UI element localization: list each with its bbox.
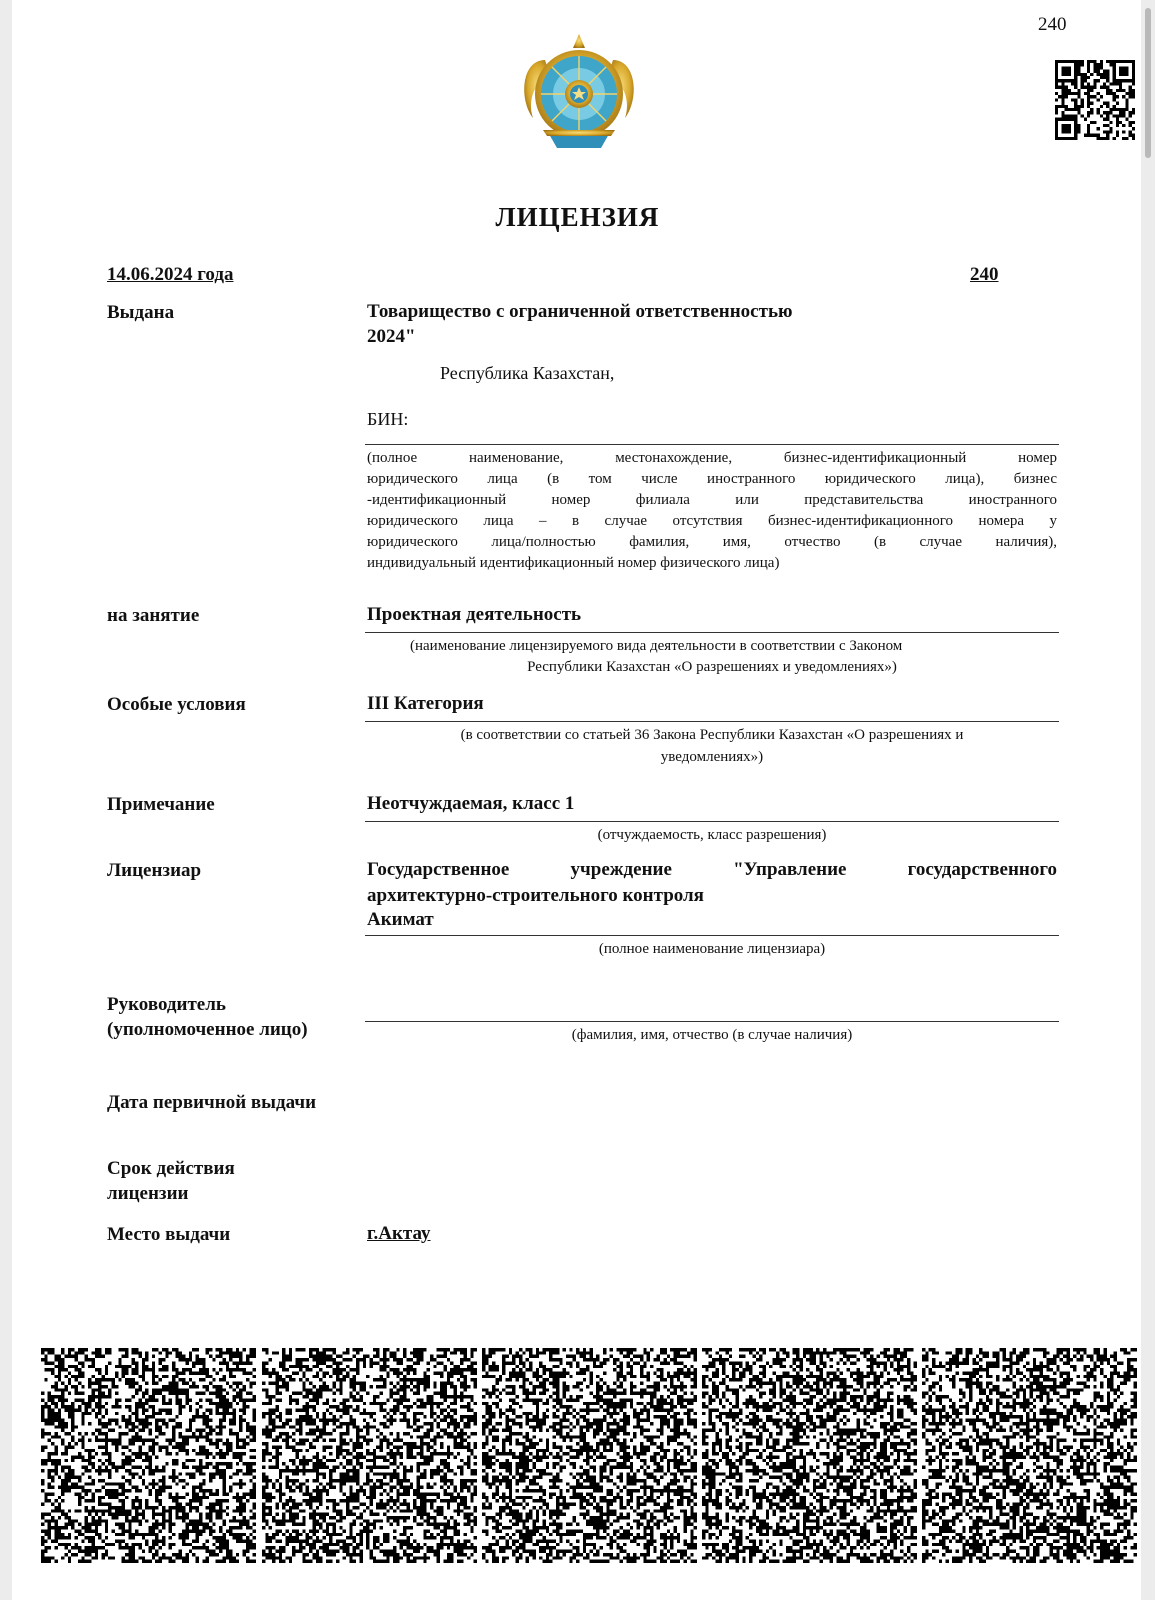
head-label-line-2: (уполномоченное лицо) (107, 1019, 308, 1040)
issued-to-note-line: (полное наименование, местонахождение, бизнес-идентификационный номер (367, 450, 1057, 466)
remark-value: Неотчуждаемая, класс 1 (367, 793, 575, 814)
qr-code-icon (702, 1348, 917, 1563)
issued-to-note-line: юридического лица/полностью фамилия, имя, отчество (в случае наличия), (367, 534, 1057, 550)
issued-to-note-line: индивидуальный идентификационный номер физического лица) (367, 555, 780, 571)
remark-note: (отчуждаемость, класс разрешения) (597, 827, 827, 843)
head-underline (365, 1021, 1059, 1022)
validity-label-line-2: лицензии (107, 1183, 189, 1204)
issued-to-label: Выдана (107, 302, 175, 323)
remark-underline (365, 821, 1059, 822)
qr-code-icon (41, 1348, 256, 1563)
issued-to-line-1: Товарищество с ограниченной ответственностью (367, 301, 793, 322)
issued-to-note-line: -идентификационный номер филиала или представительства иностранного (367, 492, 1057, 508)
conditions-note-line-2: уведомлениях») (660, 749, 764, 765)
conditions-note-line-1: (в соответствии со статьей 36 Закона Республики Казахстан «О разрешениях и (460, 727, 964, 743)
page-number: 240 (1038, 14, 1067, 35)
first-issue-label: Дата первичной выдачи (107, 1092, 317, 1113)
licensor-note: (полное наименование лицензиара) (598, 941, 826, 957)
head-label-line-1: Руководитель (107, 994, 226, 1015)
validity-label-line-1: Срок действия (107, 1158, 235, 1179)
issued-to-note-line: юридического лица – в случае отсутствия бизнес-идентификационного номера у (367, 513, 1057, 529)
issued-to-note-line: юридического лица (в том числе иностранного юридического лица), бизнес (367, 471, 1057, 487)
qr-code-icon (262, 1348, 477, 1563)
document-title: ЛИЦЕНЗИЯ (495, 202, 660, 232)
conditions-label: Особые условия (107, 694, 246, 715)
issued-to-country: Республика Казахстан, (440, 363, 615, 383)
activity-note-line-2: Республики Казахстан «О разрешениях и уведомлениях») (527, 659, 897, 675)
scrollbar-thumb[interactable] (1145, 8, 1151, 158)
licensor-underline (365, 935, 1059, 936)
issued-to-bin: БИН: (367, 409, 409, 429)
licensor-line-3: Акимат (367, 909, 434, 930)
license-date: 14.06.2024 года (107, 264, 234, 285)
qr-code-icon (922, 1348, 1137, 1563)
place-value: г.Актау (367, 1223, 431, 1244)
activity-value: Проектная деятельность (367, 604, 582, 625)
viewer-scrollbar[interactable] (1141, 0, 1155, 1600)
state-emblem-icon (515, 30, 643, 158)
license-number: 240 (970, 264, 999, 285)
head-note: (фамилия, имя, отчество (в случае наличия) (571, 1027, 853, 1043)
issued-to-underline (365, 444, 1059, 445)
activity-label: на занятие (107, 605, 200, 626)
remark-label: Примечание (107, 794, 215, 815)
viewer-left-edge (0, 0, 12, 1600)
activity-note-line-1: (наименование лицензируемого вида деятельности в соответствии с Законом (410, 638, 903, 654)
place-label: Место выдачи (107, 1224, 231, 1245)
qr-code-icon (1055, 60, 1135, 140)
qr-code-icon (482, 1348, 697, 1563)
licensor-line-1: Государственное учреждение "Управление государственного (367, 859, 1057, 880)
conditions-value: III Категория (367, 693, 484, 714)
conditions-underline (365, 721, 1059, 722)
licensor-line-2: архитектурно-строительного контроля (367, 885, 704, 906)
activity-underline (365, 632, 1059, 633)
issued-to-line-2: 2024" (367, 326, 416, 347)
licensor-label: Лицензиар (107, 860, 202, 881)
